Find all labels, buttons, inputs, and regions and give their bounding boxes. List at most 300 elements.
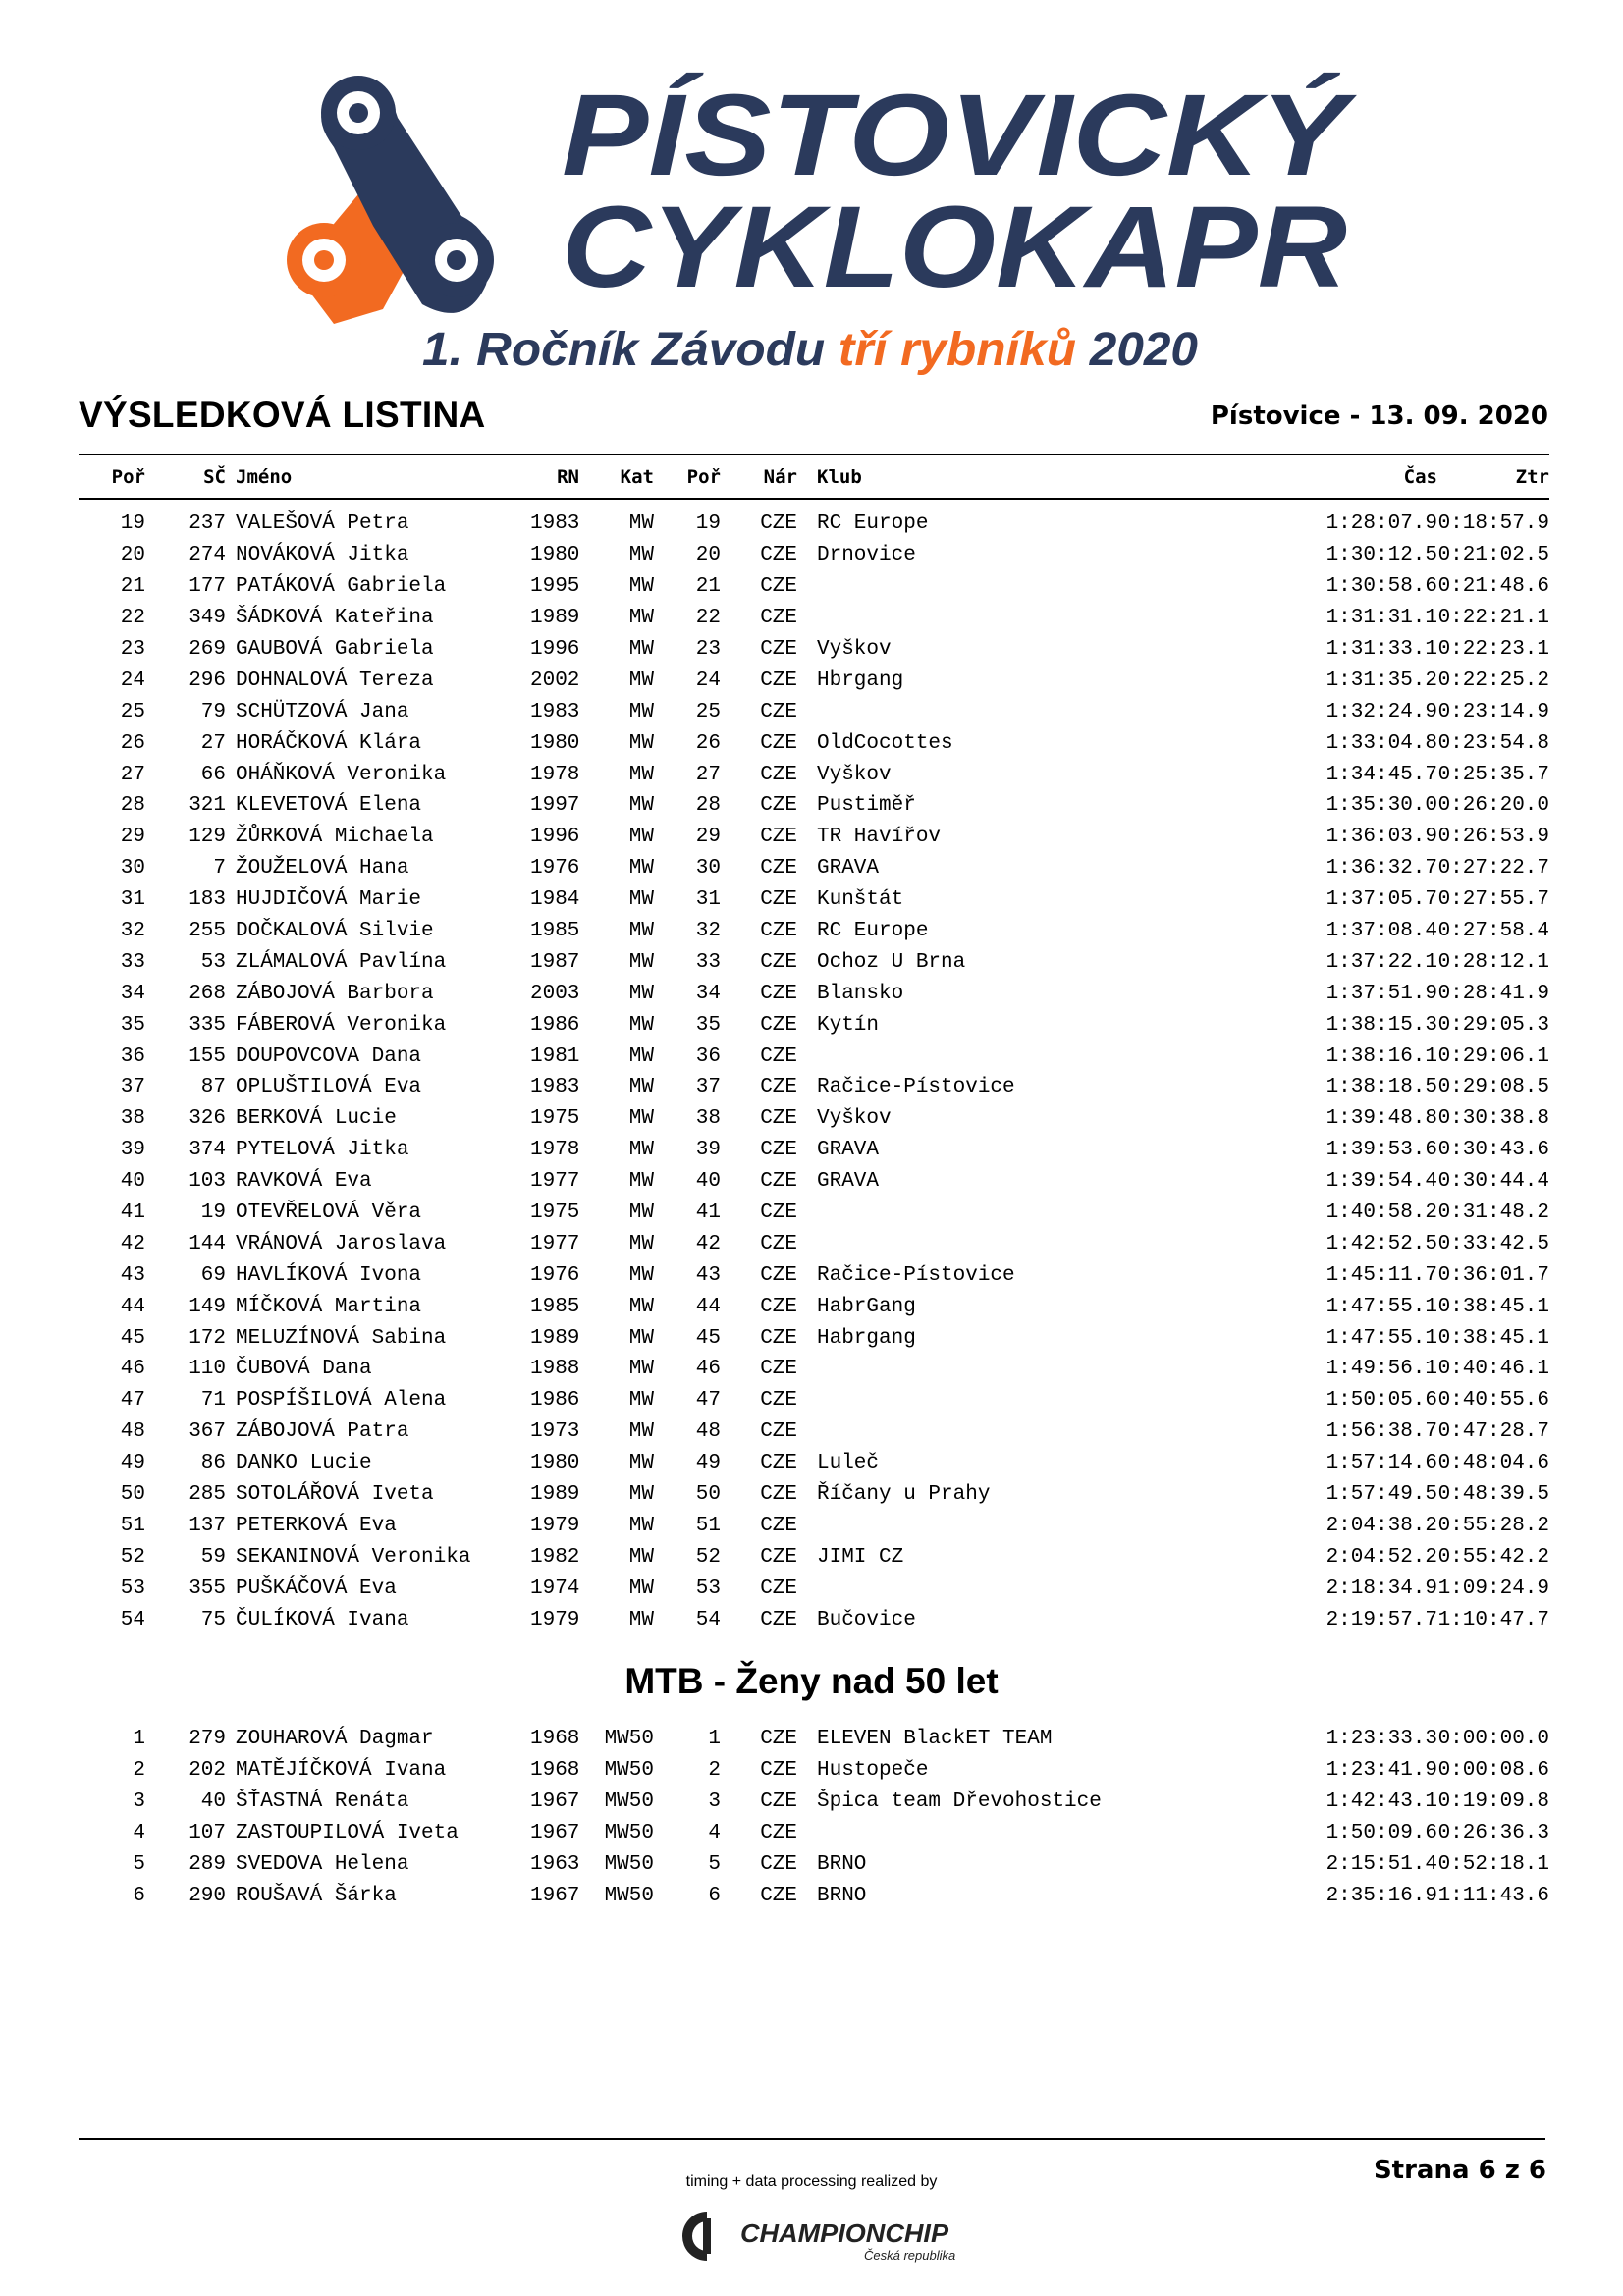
cell-jmeno: MELUZÍNOVÁ Sabina — [236, 1326, 447, 1350]
cell-por2: 23 — [695, 638, 721, 661]
cell-nar: CZE — [760, 1452, 797, 1475]
cell-kat: MW — [628, 1452, 654, 1475]
cell-jmeno: ŠŤASTNÁ Renáta — [236, 1790, 409, 1814]
cell-ztr: 0:23:14.9 — [1437, 700, 1549, 723]
cell-por2: 34 — [695, 982, 721, 1005]
cell-jmeno: ŽŮRKOVÁ Michaela — [236, 826, 434, 849]
table-row — [79, 508, 1549, 540]
cell-nar: CZE — [760, 575, 797, 599]
cell-jmeno: SOTOLÁŘOVÁ Iveta — [236, 1483, 434, 1507]
header-rule-bottom — [79, 498, 1549, 500]
cell-ztr: 0:19:09.8 — [1437, 1790, 1549, 1814]
cell-por: 50 — [120, 1483, 145, 1507]
cell-jmeno: PYTELOVÁ Jitka — [236, 1139, 409, 1162]
cell-rn: 1988 — [530, 1358, 579, 1381]
cell-sc: 40 — [200, 1790, 226, 1814]
cell-rn: 1976 — [530, 857, 579, 881]
cell-jmeno: PATÁKOVÁ Gabriela — [236, 575, 447, 599]
cell-por: 32 — [120, 920, 145, 943]
cell-cas: 1:37:22.1 — [1325, 950, 1437, 974]
cell-por: 23 — [120, 638, 145, 661]
cell-rn: 1983 — [530, 700, 579, 723]
cell-jmeno: BERKOVÁ Lucie — [236, 1107, 397, 1131]
cell-por: 41 — [120, 1201, 145, 1225]
cell-sc: 349 — [189, 607, 226, 630]
cell-klub: ELEVEN BlackET TEAM — [817, 1728, 1053, 1751]
cell-ztr: 0:38:45.1 — [1437, 1326, 1549, 1350]
cell-cas: 1:39:53.6 — [1325, 1139, 1437, 1162]
cell-sc: 279 — [189, 1728, 226, 1751]
cell-klub — [797, 1416, 1214, 1448]
cell-sc: 335 — [189, 1013, 226, 1037]
cell-nar: CZE — [760, 607, 797, 630]
logo-subtitle-c: 2020 — [1076, 324, 1195, 376]
cell-cas: 1:30:58.6 — [1325, 575, 1437, 599]
cell-ztr: 0:28:12.1 — [1437, 950, 1549, 974]
cell-cas: 1:31:33.1 — [1325, 638, 1437, 661]
table-row — [79, 1818, 1549, 1849]
championchip-icon — [682, 2212, 711, 2261]
table-row — [79, 696, 1549, 727]
cell-sc: 290 — [189, 1884, 226, 1907]
cell-jmeno: NOVÁKOVÁ Jitka — [236, 544, 409, 567]
cell-sc: 27 — [200, 731, 226, 755]
table-row — [79, 1511, 1549, 1542]
logo-subtitle-b: tří rybníků — [838, 324, 1069, 376]
cell-klub: HabrGang — [817, 1295, 916, 1318]
cell-cas: 1:33:04.8 — [1325, 731, 1437, 755]
cell-ztr: 0:00:08.6 — [1437, 1759, 1549, 1783]
cell-por2: 21 — [695, 575, 721, 599]
cell-kat: MW — [628, 982, 654, 1005]
cell-por2: 35 — [695, 1013, 721, 1037]
table-row — [79, 1479, 1549, 1511]
cell-kat: MW — [628, 731, 654, 755]
cell-por: 45 — [120, 1326, 145, 1350]
cell-rn: 1967 — [530, 1822, 579, 1845]
cell-kat: MW — [628, 1076, 654, 1099]
cell-rn: 1976 — [530, 1263, 579, 1287]
cell-jmeno: PUŠKÁČOVÁ Eva — [236, 1576, 397, 1600]
cell-sc: 274 — [189, 544, 226, 567]
cell-ztr: 0:30:43.6 — [1437, 1139, 1549, 1162]
cell-nar: CZE — [760, 1295, 797, 1318]
cell-por2: 54 — [695, 1608, 721, 1631]
cell-ztr: 1:09:24.9 — [1437, 1576, 1549, 1600]
table-row — [79, 540, 1549, 571]
cell-rn: 1968 — [530, 1728, 579, 1751]
cell-jmeno: OHÁŇKOVÁ Veronika — [236, 763, 447, 786]
cell-kat: MW — [628, 1420, 654, 1444]
cell-nar: CZE — [760, 1139, 797, 1162]
cell-cas: 1:34:45.7 — [1325, 763, 1437, 786]
cell-kat: MW — [628, 1107, 654, 1131]
cell-rn: 1983 — [530, 1076, 579, 1099]
cell-klub: Bučovice — [817, 1608, 916, 1631]
cell-nar: CZE — [760, 1107, 797, 1131]
cell-por2: 5 — [708, 1853, 721, 1876]
table-row — [79, 1009, 1549, 1041]
cell-por: 39 — [120, 1139, 145, 1162]
cell-kat: MW — [628, 1201, 654, 1225]
cell-cas: 1:57:49.5 — [1325, 1483, 1437, 1507]
cell-ztr: 0:31:48.2 — [1437, 1201, 1549, 1225]
cell-rn: 1989 — [530, 1483, 579, 1507]
cell-rn: 1974 — [530, 1576, 579, 1600]
cell-ztr: 0:48:39.5 — [1437, 1483, 1549, 1507]
cell-cas: 1:38:18.5 — [1325, 1076, 1437, 1099]
cell-ztr: 0:47:28.7 — [1437, 1420, 1549, 1444]
cell-sc: 296 — [189, 668, 226, 692]
cell-klub: Kytín — [817, 1013, 880, 1037]
cell-por2: 48 — [695, 1420, 721, 1444]
cell-por2: 20 — [695, 544, 721, 567]
cell-klub: Vyškov — [817, 638, 892, 661]
cell-cas: 1:45:11.7 — [1325, 1263, 1437, 1287]
cell-ztr: 0:29:06.1 — [1437, 1044, 1549, 1068]
cell-por2: 42 — [695, 1232, 721, 1255]
table-row — [79, 759, 1549, 790]
cell-por: 27 — [120, 763, 145, 786]
table-row — [79, 1385, 1549, 1416]
cell-nar: CZE — [760, 1389, 797, 1413]
cell-por2: 49 — [695, 1452, 721, 1475]
cell-nar: CZE — [760, 1576, 797, 1600]
cell-nar: CZE — [760, 1170, 797, 1194]
cell-kat: MW50 — [604, 1884, 654, 1907]
cell-rn: 1986 — [530, 1389, 579, 1413]
cell-nar: CZE — [760, 1358, 797, 1381]
table-row — [79, 1135, 1549, 1166]
cell-nar: CZE — [760, 638, 797, 661]
cell-rn: 1978 — [530, 763, 579, 786]
table-row — [79, 1604, 1549, 1635]
cell-cas: 1:56:38.7 — [1325, 1420, 1437, 1444]
cell-rn: 1977 — [530, 1170, 579, 1194]
cell-kat: MW — [628, 1044, 654, 1068]
cell-nar: CZE — [760, 1728, 797, 1751]
cell-cas: 2:35:16.9 — [1325, 1884, 1437, 1907]
cell-por2: 36 — [695, 1044, 721, 1068]
table-row — [79, 1849, 1549, 1881]
cell-nar: CZE — [760, 1326, 797, 1350]
cell-cas: 1:40:58.2 — [1325, 1201, 1437, 1225]
cell-kat: MW — [628, 607, 654, 630]
championchip-logo — [677, 2207, 962, 2266]
cell-klub: Blansko — [817, 982, 904, 1005]
cell-cas: 1:23:33.3 — [1325, 1728, 1437, 1751]
cell-por: 37 — [120, 1076, 145, 1099]
place-date: Pístovice - 13. 09. 2020 — [1210, 401, 1548, 431]
cell-klub: Račice-Pístovice — [817, 1263, 1015, 1287]
cell-sc: 255 — [189, 920, 226, 943]
cell-por2: 38 — [695, 1107, 721, 1131]
cell-rn: 1979 — [530, 1608, 579, 1631]
cell-por2: 29 — [695, 826, 721, 849]
cell-ztr: 0:30:44.4 — [1437, 1170, 1549, 1194]
cell-klub: Vyškov — [817, 763, 892, 786]
cell-por2: 6 — [708, 1884, 721, 1907]
cell-por: 2 — [133, 1759, 145, 1783]
cell-nar: CZE — [760, 920, 797, 943]
cell-por: 54 — [120, 1608, 145, 1631]
cell-sc: 107 — [189, 1822, 226, 1845]
cell-nar: CZE — [760, 1514, 797, 1537]
cell-sc: 129 — [189, 826, 226, 849]
cell-nar: CZE — [760, 700, 797, 723]
cell-klub: BRNO — [817, 1853, 867, 1876]
cell-por: 38 — [120, 1107, 145, 1131]
cell-jmeno: SVEDOVA Helena — [236, 1853, 409, 1876]
cell-cas: 2:19:57.7 — [1325, 1608, 1437, 1631]
cell-jmeno: ZÁBOJOVÁ Barbora — [236, 982, 434, 1005]
cell-por: 46 — [120, 1358, 145, 1381]
column-header — [79, 457, 1549, 497]
cell-cas: 1:32:24.9 — [1325, 700, 1437, 723]
cell-klub: Vyškov — [817, 1107, 892, 1131]
cell-kat: MW — [628, 794, 654, 818]
cell-por2: 40 — [695, 1170, 721, 1194]
cell-cas: 1:36:32.7 — [1325, 857, 1437, 881]
cell-ztr: 0:38:45.1 — [1437, 1295, 1549, 1318]
col-rn: RN — [557, 466, 579, 488]
cell-sc: 374 — [189, 1139, 226, 1162]
cell-jmeno: MÍČKOVÁ Martina — [236, 1295, 422, 1318]
cell-jmeno: DOUPOVCOVA Dana — [236, 1044, 422, 1068]
cell-por2: 33 — [695, 950, 721, 974]
cell-klub — [797, 1198, 1214, 1229]
cell-por: 52 — [120, 1545, 145, 1569]
cell-por: 1 — [133, 1728, 145, 1751]
results-table-mw50 — [79, 1724, 1549, 1911]
cell-nar: CZE — [760, 544, 797, 567]
cell-kat: MW — [628, 1232, 654, 1255]
cell-rn: 1984 — [530, 888, 579, 912]
cell-por2: 47 — [695, 1389, 721, 1413]
table-row — [79, 1416, 1549, 1448]
col-nar: Nár — [763, 466, 797, 488]
cell-nar: CZE — [760, 1822, 797, 1845]
cell-ztr: 0:18:57.9 — [1437, 512, 1549, 536]
cell-klub: Hbrgang — [817, 668, 904, 692]
cell-rn: 1975 — [530, 1107, 579, 1131]
cell-jmeno: HAVLÍKOVÁ Ivona — [236, 1263, 422, 1287]
cell-por: 24 — [120, 668, 145, 692]
table-row — [79, 790, 1549, 822]
chain-icon — [287, 76, 494, 324]
cell-cas: 1:38:16.1 — [1325, 1044, 1437, 1068]
cell-cas: 1:31:35.2 — [1325, 668, 1437, 692]
cell-kat: MW — [628, 763, 654, 786]
cell-sc: 137 — [189, 1514, 226, 1537]
cell-cas: 1:42:43.1 — [1325, 1790, 1437, 1814]
table-row — [79, 978, 1549, 1009]
cell-por: 31 — [120, 888, 145, 912]
cell-por: 29 — [120, 826, 145, 849]
cell-por: 33 — [120, 950, 145, 974]
cell-por: 51 — [120, 1514, 145, 1537]
cell-ztr: 0:30:38.8 — [1437, 1107, 1549, 1131]
cell-klub: GRAVA — [817, 1139, 880, 1162]
cell-ztr: 0:52:18.1 — [1437, 1853, 1549, 1876]
cell-ztr: 0:21:02.5 — [1437, 544, 1549, 567]
cell-sc: 69 — [200, 1263, 226, 1287]
cell-kat: MW — [628, 1483, 654, 1507]
cell-por: 20 — [120, 544, 145, 567]
cell-sc: 321 — [189, 794, 226, 818]
cell-cas: 1:30:12.5 — [1325, 544, 1437, 567]
cell-cas: 1:47:55.1 — [1325, 1295, 1437, 1318]
timing-credit: timing + data processing realized by — [685, 2173, 938, 2190]
cell-kat: MW — [628, 920, 654, 943]
cell-nar: CZE — [760, 794, 797, 818]
cell-kat: MW — [628, 1514, 654, 1537]
cell-cas: 2:15:51.4 — [1325, 1853, 1437, 1876]
brand-sub: Česká republika — [864, 2248, 956, 2263]
cell-ztr: 0:22:25.2 — [1437, 668, 1549, 692]
col-jmeno: Jméno — [236, 466, 293, 488]
table-row — [79, 884, 1549, 916]
page-title: VÝSLEDKOVÁ LISTINA — [79, 395, 486, 435]
cell-sc: 53 — [200, 950, 226, 974]
table-row — [79, 1755, 1549, 1787]
table-row — [79, 853, 1549, 884]
cell-por2: 1 — [708, 1728, 721, 1751]
cell-por: 22 — [120, 607, 145, 630]
table-row — [79, 665, 1549, 696]
cell-sc: 177 — [189, 575, 226, 599]
cell-sc: 367 — [189, 1420, 226, 1444]
cell-por2: 24 — [695, 668, 721, 692]
cell-kat: MW — [628, 1013, 654, 1037]
cell-klub — [797, 1228, 1214, 1259]
cell-jmeno: KLEVETOVÁ Elena — [236, 794, 422, 818]
cell-sc: 19 — [200, 1201, 226, 1225]
cell-klub — [797, 1385, 1214, 1416]
cell-por: 48 — [120, 1420, 145, 1444]
cell-sc: 237 — [189, 512, 226, 536]
cell-kat: MW — [628, 1170, 654, 1194]
cell-klub: Hustopeče — [817, 1759, 929, 1783]
cell-nar: CZE — [760, 1608, 797, 1631]
cell-ztr: 0:23:54.8 — [1437, 731, 1549, 755]
cell-por2: 3 — [708, 1790, 721, 1814]
cell-klub: TR Havířov — [817, 826, 942, 849]
cell-sc: 172 — [189, 1326, 226, 1350]
cell-por: 49 — [120, 1452, 145, 1475]
cell-rn: 1967 — [530, 1790, 579, 1814]
cell-rn: 1985 — [530, 920, 579, 943]
cell-nar: CZE — [760, 888, 797, 912]
cell-por: 44 — [120, 1295, 145, 1318]
cell-cas: 1:39:54.4 — [1325, 1170, 1437, 1194]
cell-jmeno: OTEVŘELOVÁ Věra — [236, 1201, 422, 1225]
cell-ztr: 0:22:21.1 — [1437, 607, 1549, 630]
cell-por: 42 — [120, 1232, 145, 1255]
cell-cas: 1:38:15.3 — [1325, 1013, 1437, 1037]
cell-ztr: 0:00:00.0 — [1437, 1728, 1549, 1751]
cell-sc: 202 — [189, 1759, 226, 1783]
cell-por2: 39 — [695, 1139, 721, 1162]
cell-rn: 1986 — [530, 1013, 579, 1037]
cell-kat: MW — [628, 544, 654, 567]
cell-klub: Habrgang — [817, 1326, 916, 1350]
cell-nar: CZE — [760, 1483, 797, 1507]
cell-por2: 52 — [695, 1545, 721, 1569]
cell-ztr: 0:28:41.9 — [1437, 982, 1549, 1005]
cell-jmeno: ZLÁMALOVÁ Pavlína — [236, 950, 447, 974]
cell-klub: RC Europe — [817, 512, 929, 536]
cell-kat: MW — [628, 1139, 654, 1162]
cell-jmeno: ŽOUŽELOVÁ Hana — [236, 857, 409, 881]
cell-kat: MW — [628, 638, 654, 661]
cell-jmeno: DOČKALOVÁ Silvie — [236, 920, 434, 943]
cell-sc: 71 — [200, 1389, 226, 1413]
cell-nar: CZE — [760, 1232, 797, 1255]
cell-por: 25 — [120, 700, 145, 723]
cell-cas: 1:23:41.9 — [1325, 1759, 1437, 1783]
col-klub: Klub — [817, 466, 862, 488]
cell-por2: 27 — [695, 763, 721, 786]
table-row — [79, 571, 1549, 603]
col-cas: Čas — [1403, 466, 1437, 488]
cell-por2: 50 — [695, 1483, 721, 1507]
cell-por2: 28 — [695, 794, 721, 818]
cell-jmeno: OPLUŠTILOVÁ Eva — [236, 1076, 422, 1099]
table-row — [79, 603, 1549, 634]
table-row — [79, 1448, 1549, 1479]
cell-rn: 1980 — [530, 731, 579, 755]
cell-klub: OldCocottes — [817, 731, 953, 755]
col-por: Poř — [111, 466, 145, 488]
cell-ztr: 0:29:08.5 — [1437, 1076, 1549, 1099]
cell-rn: 1979 — [530, 1514, 579, 1537]
cell-ztr: 0:40:46.1 — [1437, 1358, 1549, 1381]
cell-klub — [797, 1818, 1214, 1849]
cell-por: 28 — [120, 794, 145, 818]
cell-por: 6 — [133, 1884, 145, 1907]
cell-por2: 30 — [695, 857, 721, 881]
cell-jmeno: DANKO Lucie — [236, 1452, 372, 1475]
cell-klub — [797, 1041, 1214, 1072]
cell-kat: MW — [628, 826, 654, 849]
cell-ztr: 0:25:35.7 — [1437, 763, 1549, 786]
cell-nar: CZE — [760, 1420, 797, 1444]
cell-rn: 1985 — [530, 1295, 579, 1318]
cell-jmeno: ŠÁDKOVÁ Kateřina — [236, 607, 434, 630]
cell-por: 53 — [120, 1576, 145, 1600]
cell-ztr: 0:21:48.6 — [1437, 575, 1549, 599]
cell-jmeno: VRÁNOVÁ Jaroslava — [236, 1232, 447, 1255]
cell-cas: 2:18:34.9 — [1325, 1576, 1437, 1600]
cell-jmeno: ČULÍKOVÁ Ivana — [236, 1608, 409, 1631]
cell-por: 36 — [120, 1044, 145, 1068]
cell-sc: 144 — [189, 1232, 226, 1255]
cell-jmeno: SEKANINOVÁ Veronika — [236, 1545, 471, 1569]
cell-kat: MW — [628, 1576, 654, 1600]
cell-sc: 87 — [200, 1076, 226, 1099]
table-row — [79, 634, 1549, 666]
cell-rn: 1980 — [530, 1452, 579, 1475]
cell-klub: Drnovice — [817, 544, 916, 567]
cell-kat: MW50 — [604, 1822, 654, 1845]
cell-jmeno: FÁBEROVÁ Veronika — [236, 1013, 447, 1037]
cell-rn: 2002 — [530, 668, 579, 692]
logo-subtitle — [422, 324, 1198, 376]
cell-klub: JIMI CZ — [817, 1545, 904, 1569]
cell-kat: MW — [628, 575, 654, 599]
cell-nar: CZE — [760, 763, 797, 786]
